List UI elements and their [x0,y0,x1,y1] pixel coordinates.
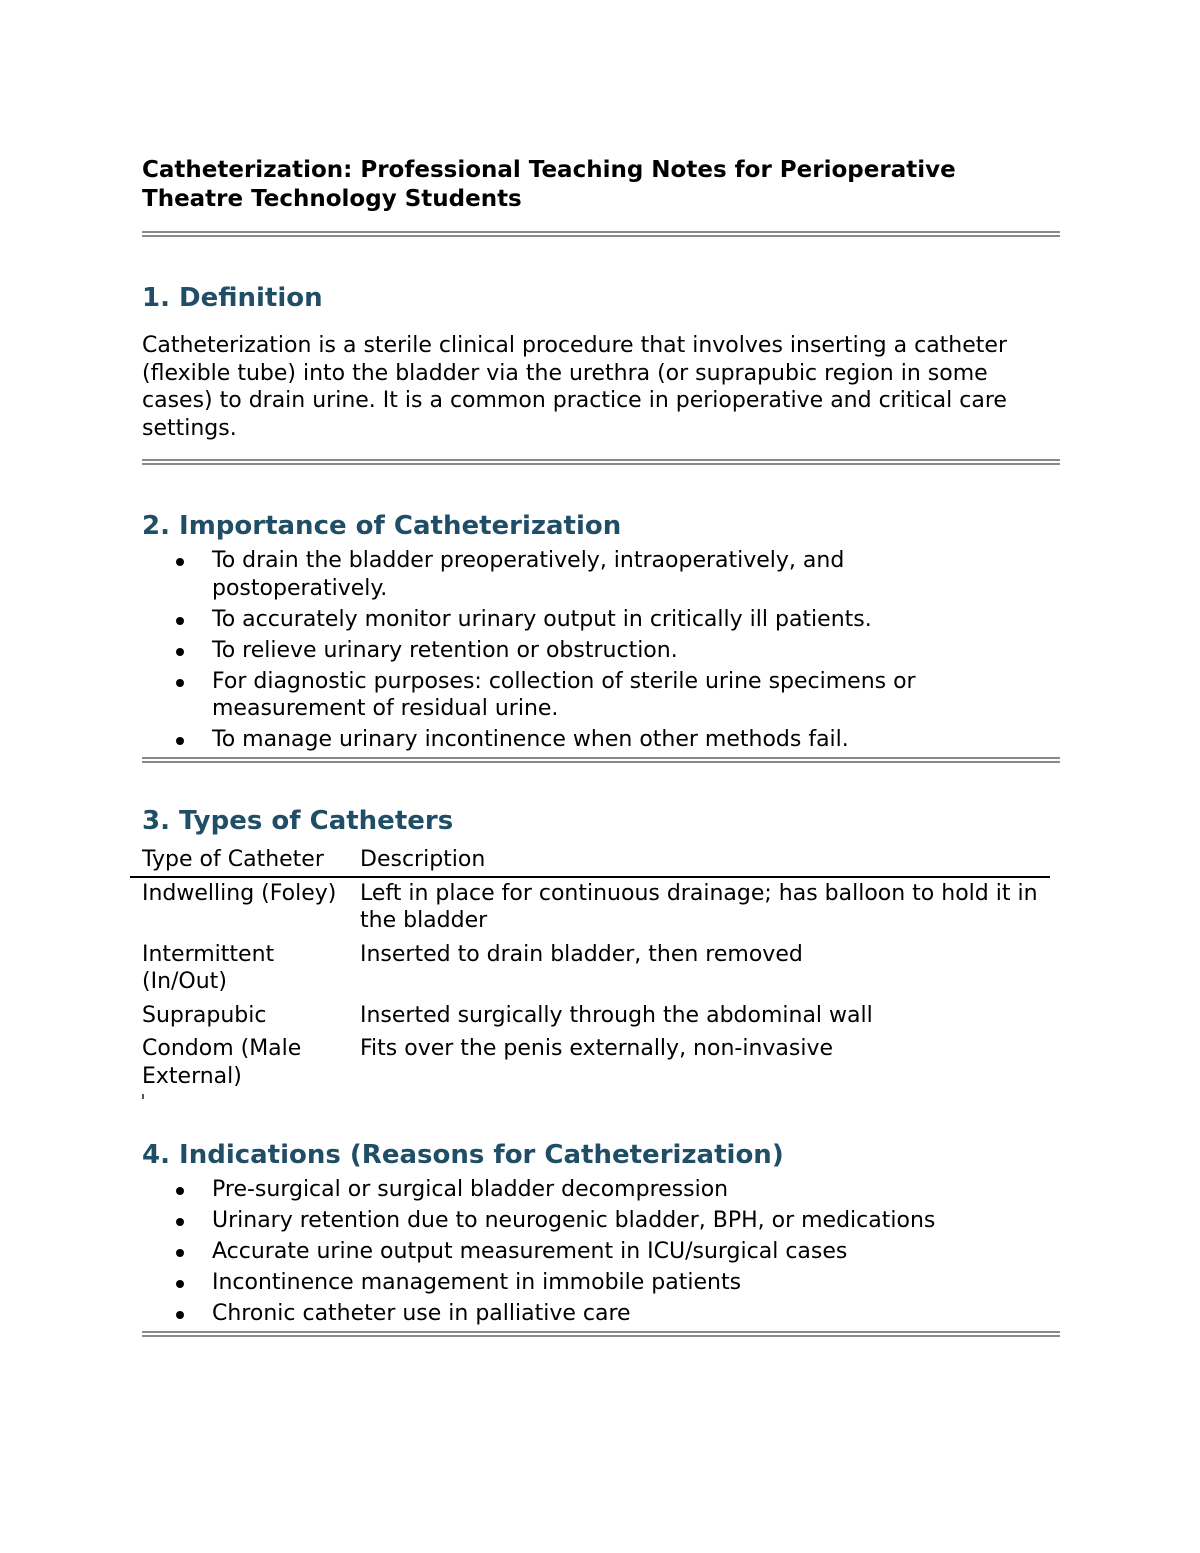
bullet-icon [176,1218,184,1226]
table-header-row [130,846,1050,877]
cell-type: Intermittent (In/Out) [142,941,275,994]
importance-list [142,547,992,754]
list-item-text: Pre-surgical or surgical bladder decompression [212,1177,729,1202]
cell-type: Condom (Male External) [142,1036,302,1089]
bullet-icon [176,1249,184,1257]
list-item [142,1176,1042,1204]
bullet-icon [176,1280,184,1288]
section-divider [142,757,1060,763]
cell-description: Inserted surgically through the abdominal wall [360,1002,873,1028]
list-item-text: For diagnostic purposes: collection of sterile urine specimens or measurement of residual urine. [212,668,916,721]
list-item-text: To relieve urinary retention or obstruction. [212,637,678,663]
list-item-text: To manage urinary incontinence when other methods fail. [212,727,849,752]
column-header-description: Description [348,846,1050,877]
indications-list [142,1176,1042,1328]
bullet-icon [176,679,184,687]
table-row [130,1000,1050,1034]
list-item [142,606,992,634]
section-divider [142,1331,1060,1337]
list-item [142,668,992,723]
table-row [130,877,1050,939]
section-heading-types: 3. Types of Catheters [142,806,454,836]
cell-description: Left in place for continuous drainage; has balloon to hold it in the bladder [360,880,1038,933]
list-item [142,1238,1042,1266]
section-divider [142,231,1060,237]
list-item-text: To drain the bladder preoperatively, intraoperatively, and postoperatively. [212,548,845,601]
section-divider [142,459,1060,465]
list-item-text: Urinary retention due to neurogenic bladder, BPH, or medications [212,1208,936,1233]
list-item-text: Incontinence management in immobile patients [212,1270,742,1295]
bullet-icon [176,558,184,566]
document-title: Catheterization: Professional Teaching Notes for Perioperative Theatre Technology Students [142,157,956,212]
definition-paragraph: Catheterization is a sterile clinical procedure that involves inserting a catheter (flexible tube) into the bladder via the urethra (or suprapubic region in some cases) to drain urine. It is a common practice in perioperative and critical care settings. [142,333,1007,441]
section-heading-importance: 2. Importance of Catheterization [142,511,622,541]
catheter-types-table [130,846,1050,1094]
list-item [142,1269,1042,1297]
list-item-text: Accurate urine output measurement in ICU/surgical cases [212,1239,848,1264]
list-item [142,1207,1042,1235]
list-item [142,726,992,754]
list-item [142,1300,1042,1328]
section-heading-definition: 1. Definition [142,283,323,313]
table-row [130,1033,1050,1094]
cell-type: Suprapubic [142,1002,267,1028]
table-row [130,939,1050,1000]
list-item-text: To accurately monitor urinary output in critically ill patients. [212,606,872,632]
column-header-type: Type of Catheter [130,846,348,877]
list-item-text: Chronic catheter use in palliative care [212,1301,631,1326]
cell-type: Indwelling (Foley) [142,880,337,906]
bullet-icon [176,617,184,625]
cell-description: Inserted to drain bladder, then removed [360,941,803,967]
bullet-icon [176,648,184,656]
bullet-icon [176,1187,184,1195]
table-end-mark [142,1094,144,1099]
section-heading-indications: 4. Indications (Reasons for Catheterization) [142,1140,784,1170]
cell-description: Fits over the penis externally, non-invasive [360,1036,834,1061]
bullet-icon [176,1311,184,1319]
document-page [142,156,1060,1337]
list-item [142,547,992,602]
bullet-icon [176,737,184,745]
list-item [142,637,992,665]
